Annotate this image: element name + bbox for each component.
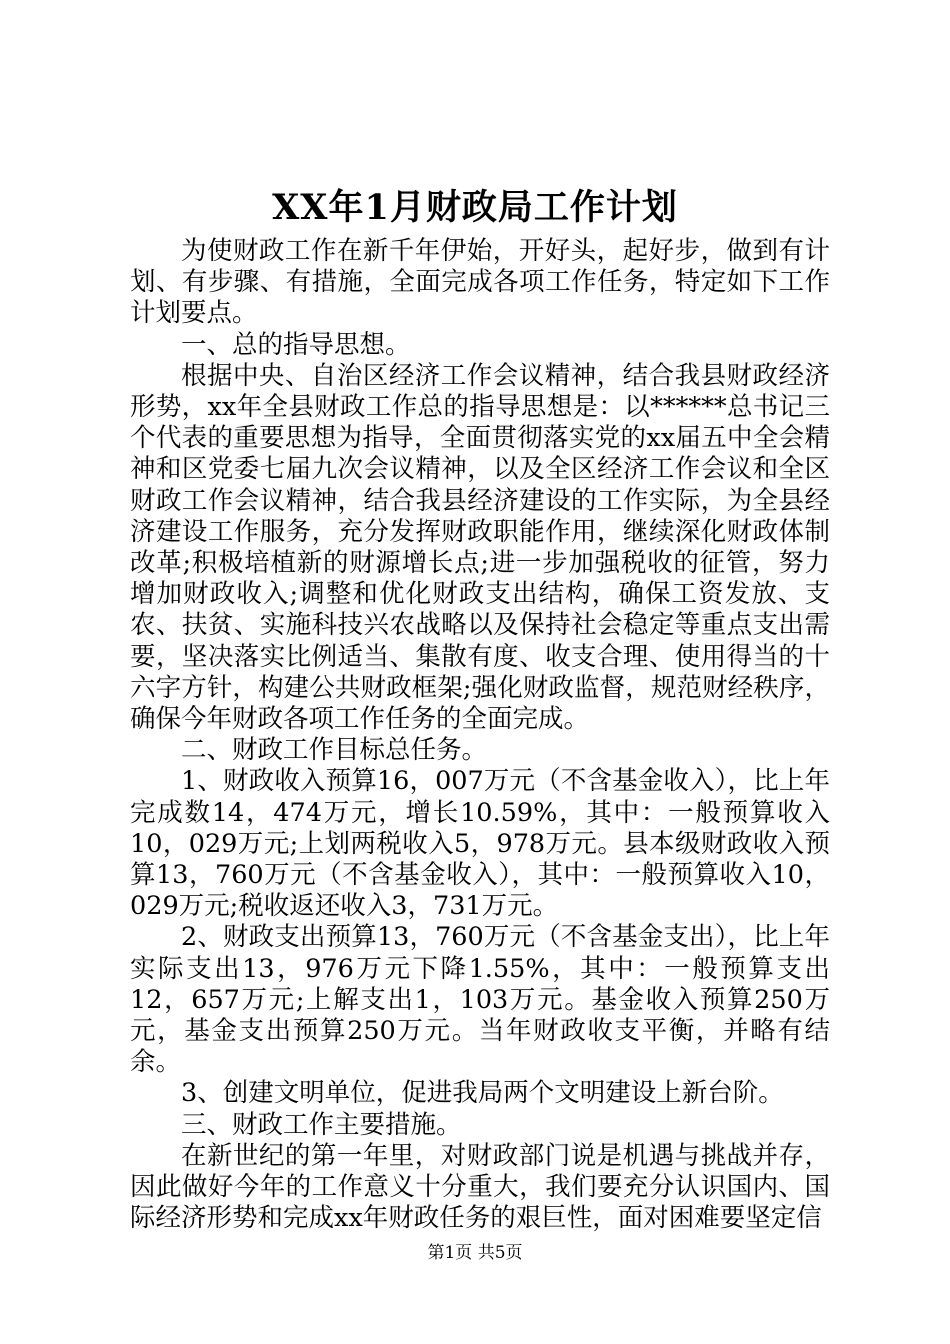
section-heading-measures: 三、财政工作主要措施。 xyxy=(181,1109,462,1140)
paragraph-guiding-thought: 根据中央、自治区经济工作会议精神，结合我县财政经济形势，xx年全县财政工作总的指导思想是：以******总书记三个代表的重要思想为指导，全面贯彻落实党的xx届五中全会精神和区党委七届九次会议精神，以及全区经济工作会议和全区财政工作会议精神，结合我县经济建设的工作实际，为全县经济建设工作服务，充分发挥财政职能作用，继续深化财政体制改革;积极培植新的财源增长点;进一步加强税收的征管，努力增加财政收入;调整和优化财政支出结构，确保工资发放、支农、扶贫、实施科技兴农战略以及保持社会稳定等重点支出需要，坚决落实比例适当、集散有度、收支合理、使用得当的十六字方针，构建公共财政框架;强化财政监督，规范财经秩序，确保今年财政各项工作任务的全面完成。 xyxy=(130,360,830,735)
page-footer: 第1页 共5页 xyxy=(427,1243,523,1263)
paragraph-civilized-unit: 3、创建文明单位，促进我局两个文明建设上新台阶。 xyxy=(181,1078,784,1109)
section-heading-guiding-thought: 一、总的指导思想。 xyxy=(181,329,411,360)
paragraph-expenditure-budget: 2、财政支出预算13，760万元（不含基金支出），比上年实际支出13，976万元下降1.55%，其中：一般预算支出12，657万元;上解支出1，103万元。基金收入预算250万元，基金支出预算250万元。当年财政收支平衡，并略有结余。 xyxy=(130,922,830,1078)
paragraph-intro: 为使财政工作在新千年伊始，开好头，起好步，做到有计划、有步骤、有措施，全面完成各项工作任务，特定如下工作计划要点。 xyxy=(130,236,830,329)
document-title: XX年1月财政局工作计划 xyxy=(272,187,678,228)
paragraph-measures: 在新世纪的第一年里，对财政部门说是机遇与挑战并存，因此做好今年的工作意义十分重大，我们要充分认识国内、国际经济形势和完成xx年财政任务的艰巨性，面对困难要坚定信 xyxy=(130,1140,830,1234)
paragraph-revenue-budget: 1、财政收入预算16，007万元（不含基金收入），比上年完成数14，474万元，增长10.59%，其中：一般预算收入10，029万元;上划两税收入5，978万元。县本级财政收入预算13，760万元（不含基金收入），其中：一般预算收入10，029万元;税收返还收入3，731万元。 xyxy=(130,766,830,922)
document-body xyxy=(130,236,830,1235)
section-heading-targets: 二、财政工作目标总任务。 xyxy=(181,735,488,766)
